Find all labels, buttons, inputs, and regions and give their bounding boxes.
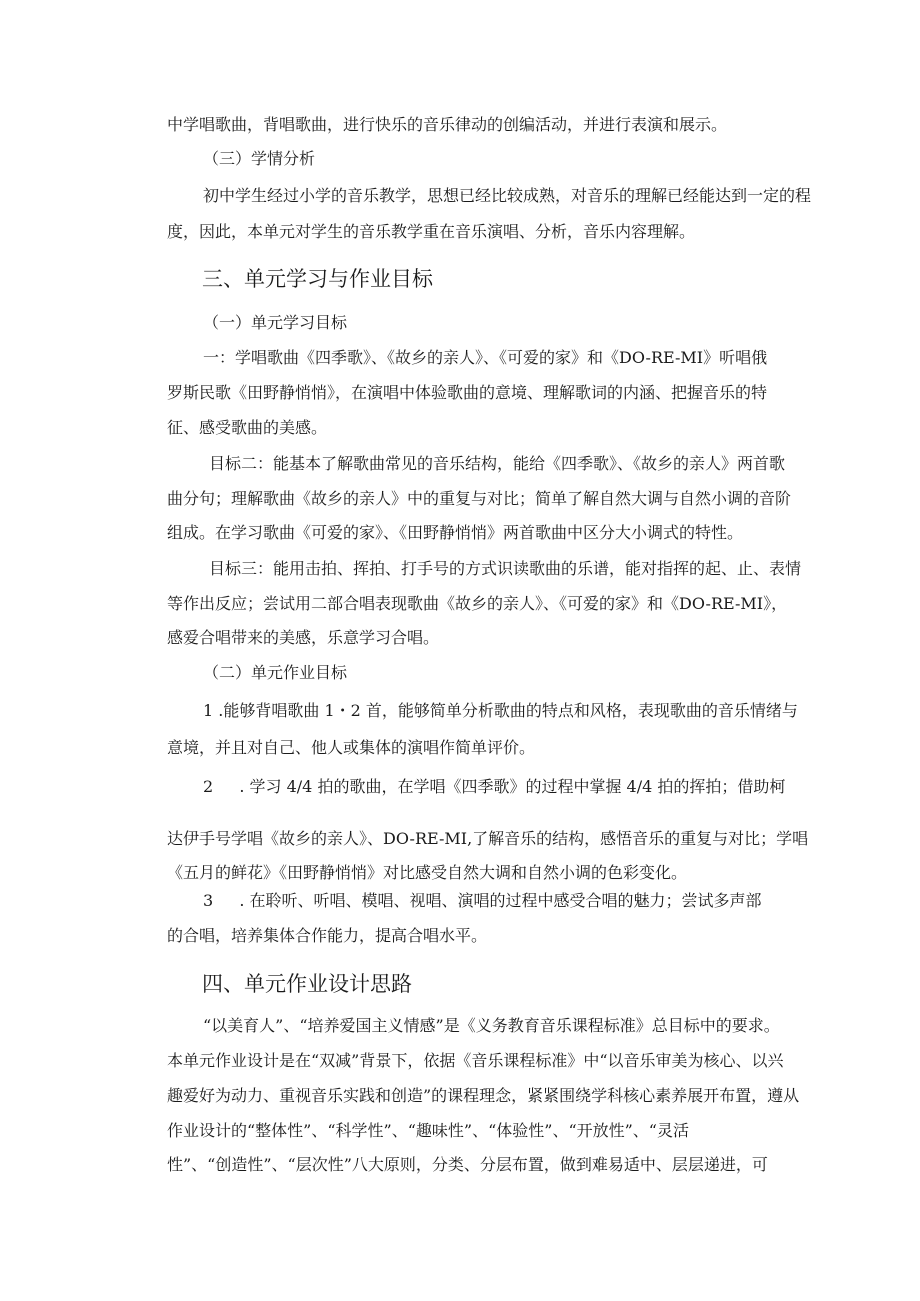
homework-goal-line: 2 . 学习 4/4 拍的歌曲，在学唱《四季歌》的过程中掌握 4/4 拍的挥拍；借助柯 bbox=[203, 777, 786, 796]
goal-line: 一：学唱歌曲《四季歌》、《故乡的亲人》、《可爱的家》和《DO-RE-MI》听唱俄 bbox=[203, 348, 768, 367]
homework-goal-line: 的合唱，培养集体合作能力，提高合唱水平。 bbox=[167, 926, 488, 945]
paragraph-line: 中学唱歌曲，背唱歌曲，进行快乐的音乐律动的创编活动，并进行表演和展示。 bbox=[167, 115, 728, 134]
goal-line: 目标二：能基本了解歌曲常见的音乐结构，能给《四季歌》、《故乡的亲人》两首歌 bbox=[209, 454, 786, 473]
goal-line: 曲分句；理解歌曲《故乡的亲人》中的重复与对比；简单了解自然大调与自然小调的音阶 bbox=[167, 489, 792, 508]
subsection-title: （一）单元学习目标 bbox=[203, 313, 348, 332]
subsection-title: （二）单元作业目标 bbox=[203, 663, 348, 682]
homework-goal-line: 意境，并且对自己、他人或集体的演唱作简单评价。 bbox=[167, 738, 536, 757]
paragraph-line: 趣爱好为动力、重视音乐实践和创造”的课程理念，紧紧围绕学科核心素养展开布置，遵从 bbox=[167, 1086, 800, 1105]
homework-goal-line: 达伊手号学唱《故乡的亲人》、DO-RE-MI,了解音乐的结构，感悟音乐的重复与对比；学唱 bbox=[167, 829, 809, 848]
goal-line: 目标三：能用击拍、挥拍、打手号的方式识读歌曲的乐谱，能对指挥的起、止、表情 bbox=[209, 559, 802, 578]
homework-goal-line: 《五月的鲜花》《田野静悄悄》对比感受自然大调和自然小调的色彩变化。 bbox=[167, 863, 688, 882]
homework-goal-line: 3 . 在聆听、听唱、模唱、视唱、演唱的过程中感受合唱的魅力；尝试多声部 bbox=[203, 891, 762, 910]
paragraph-line: “以美育人”、“培养爱国主义情感”是《义务教育音乐课程标准》总目标中的要求。 bbox=[203, 1016, 780, 1035]
goal-line: 等作出反应；尝试用二部合唱表现歌曲《故乡的亲人》、《可爱的家》和《DO-RE-MI》， bbox=[167, 594, 788, 613]
paragraph-line: 性”、“创造性”、“层次性”八大原则，分类、分层布置，做到难易适中、层层递进，可 bbox=[167, 1155, 768, 1174]
section-heading: 三、单元学习与作业目标 bbox=[202, 267, 433, 291]
goal-line: 感爱合唱带来的美感，乐意学习合唱。 bbox=[167, 628, 440, 647]
subsection-title: （三）学情分析 bbox=[203, 149, 316, 168]
paragraph-line: 作业设计的“整体性”、“科学性”、“趣味性”、“体验性”、“开放性”、“灵活 bbox=[167, 1121, 689, 1140]
paragraph-line: 初中学生经过小学的音乐教学，思想已经比较成熟，对音乐的理解已经能达到一定的程 bbox=[203, 186, 812, 205]
paragraph-line: 本单元作业设计是在“双减”背景下，依据《音乐课程标准》中“以音乐审美为核心、以兴 bbox=[167, 1051, 784, 1070]
paragraph-line: 度，因此，本单元对学生的音乐教学重在音乐演唱、分析，音乐内容理解。 bbox=[167, 222, 696, 241]
goal-line: 征、感受歌曲的美感。 bbox=[167, 418, 328, 437]
section-heading: 四、单元作业设计思路 bbox=[202, 972, 412, 996]
goal-line: 罗斯民歌《田野静悄悄》，在演唱中体验歌曲的意境、理解歌词的内涵、把握音乐的特 bbox=[167, 383, 768, 402]
homework-goal-line: 1 .能够背唱歌曲 1・2 首，能够简单分析歌曲的特点和风格，表现歌曲的音乐情绪与 bbox=[203, 701, 798, 720]
goal-line: 组成。在学习歌曲《可爱的家》、《田野静悄悄》两首歌曲中区分大小调式的特性。 bbox=[167, 523, 744, 542]
